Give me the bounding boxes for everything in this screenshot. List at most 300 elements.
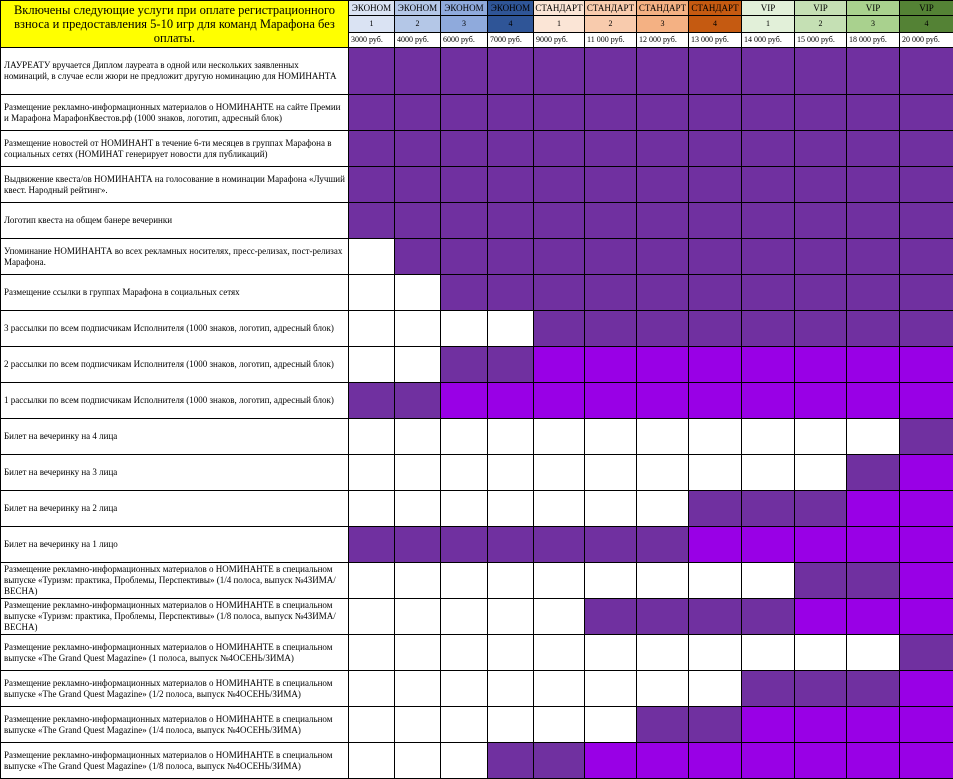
service-cell-tier-2 [395,635,441,671]
service-cell-tier-9 [742,635,795,671]
service-cell-tier-2 [395,203,441,239]
tier-number-4: 4 [488,16,534,32]
service-cell-tier-7 [637,743,689,779]
service-cell-tier-5 [534,383,585,419]
tier-price-11: 18 000 руб. [847,32,900,47]
service-cell-tier-3 [441,131,488,167]
service-cell-tier-3 [441,419,488,455]
service-cell-tier-3 [441,455,488,491]
service-cell-tier-1 [349,131,395,167]
service-cell-tier-7 [637,48,689,95]
service-label: Упоминание НОМИНАНТА во всех рекламных носителях, пресс-релизах, пост-релизах Марафона. [1,239,349,275]
service-cell-tier-11 [847,239,900,275]
service-cell-tier-12 [900,455,953,491]
service-cell-tier-9 [742,167,795,203]
service-cell-tier-9 [742,95,795,131]
service-cell-tier-11 [847,671,900,707]
service-row [1,707,953,743]
service-cell-tier-3 [441,48,488,95]
service-cell-tier-2 [395,491,441,527]
service-cell-tier-4 [488,311,534,347]
service-cell-tier-6 [585,455,637,491]
service-cell-tier-9 [742,347,795,383]
service-cell-tier-6 [585,275,637,311]
service-cell-tier-1 [349,239,395,275]
service-label: Размещение рекламно-информационных материалов о НОМИНАНТЕ в специальном выпуске «The Grand Quest Magazine» (1/2 полоса, выпуск №4ОСЕНЬ/ЗИМА) [1,671,349,707]
service-cell-tier-11 [847,167,900,203]
service-cell-tier-2 [395,311,441,347]
tier-price-6: 11 000 руб. [585,32,637,47]
service-cell-tier-5 [534,491,585,527]
service-cell-tier-2 [395,419,441,455]
service-cell-tier-1 [349,383,395,419]
tier-price-12: 20 000 руб. [900,32,953,47]
service-cell-tier-8 [689,599,742,635]
service-cell-tier-2 [395,95,441,131]
service-cell-tier-4 [488,491,534,527]
tier-price-1: 3000 руб. [349,32,395,47]
service-cell-tier-10 [795,311,847,347]
service-cell-tier-2 [395,527,441,563]
service-cell-tier-6 [585,239,637,275]
service-cell-tier-10 [795,599,847,635]
service-cell-tier-5 [534,48,585,95]
service-label: 2 рассылки по всем подписчикам Исполнителя (1000 знаков, логотип, адресный блок) [1,347,349,383]
service-cell-tier-1 [349,743,395,779]
tier-number-6: 2 [585,16,637,32]
service-cell-tier-7 [637,275,689,311]
service-label: Выдвижение квеста/ов НОМИНАНТА на голосование в номинации Марафона «Лучший квест. Народный рейтинг». [1,167,349,203]
service-cell-tier-11 [847,455,900,491]
service-cell-tier-5 [534,95,585,131]
tier-number-7: 3 [637,16,689,32]
service-cell-tier-3 [441,275,488,311]
service-cell-tier-7 [637,563,689,599]
tier-number-9: 1 [742,16,795,32]
service-cell-tier-5 [534,527,585,563]
service-cell-tier-9 [742,203,795,239]
tier-number-8: 4 [689,16,742,32]
service-row [1,599,953,635]
tier-name-11: VIP [847,1,900,16]
service-cell-tier-12 [900,275,953,311]
service-cell-tier-6 [585,311,637,347]
service-cell-tier-10 [795,455,847,491]
service-cell-tier-4 [488,527,534,563]
service-cell-tier-3 [441,383,488,419]
service-cell-tier-11 [847,95,900,131]
service-label: Размещение рекламно-информационных материалов о НОМИНАНТЕ в специальном выпуске «Туризм: практика, Проблемы, Перспективы» (1/8 полоса, выпуск №4ЗИМА/ВЕСНА) [1,599,349,635]
service-cell-tier-6 [585,491,637,527]
service-cell-tier-11 [847,743,900,779]
service-cell-tier-10 [795,707,847,743]
service-cell-tier-6 [585,131,637,167]
page-title: Включены следующие услуги при оплате регистрационного взноса и предоставления 5-10 игр для команд Марафона без оплаты. [1,1,349,48]
service-cell-tier-5 [534,599,585,635]
tier-price-3: 6000 руб. [441,32,488,47]
tier-number-3: 3 [441,16,488,32]
service-cell-tier-1 [349,455,395,491]
service-cell-tier-8 [689,167,742,203]
service-cell-tier-6 [585,419,637,455]
service-cell-tier-9 [742,419,795,455]
service-cell-tier-3 [441,527,488,563]
service-cell-tier-6 [585,563,637,599]
service-cell-tier-8 [689,203,742,239]
service-cell-tier-1 [349,527,395,563]
service-cell-tier-4 [488,203,534,239]
service-cell-tier-5 [534,131,585,167]
service-cell-tier-4 [488,635,534,671]
tier-name-4: ЭКОНОМ [488,1,534,16]
service-cell-tier-5 [534,311,585,347]
service-cell-tier-11 [847,491,900,527]
service-cell-tier-2 [395,131,441,167]
service-cell-tier-6 [585,347,637,383]
service-cell-tier-4 [488,275,534,311]
service-cell-tier-1 [349,275,395,311]
service-label: Размещение ссылки в группах Марафона в социальных сетях [1,275,349,311]
service-cell-tier-10 [795,563,847,599]
service-cell-tier-4 [488,95,534,131]
service-cell-tier-11 [847,48,900,95]
service-label: Размещение рекламно-информационных материалов о НОМИНАНТЕ на сайте Премии и Марафона МарафонКвестов.рф (1000 знаков, логотип, адресный блок) [1,95,349,131]
service-row [1,563,953,599]
service-label: ЛАУРЕАТУ вручается Диплом лауреата в одной или нескольких заявленных номинаций, в случае если жюри не предложит другую номинацию для НОМИНАНТА [1,48,349,95]
tier-price-2: 4000 руб. [395,32,441,47]
service-cell-tier-9 [742,275,795,311]
service-cell-tier-3 [441,311,488,347]
service-cell-tier-1 [349,48,395,95]
service-cell-tier-10 [795,239,847,275]
service-label: Билет на вечеринку на 1 лицо [1,527,349,563]
service-cell-tier-2 [395,239,441,275]
tier-name-5: СТАНДАРТ [534,1,585,16]
service-cell-tier-9 [742,455,795,491]
service-cell-tier-12 [900,707,953,743]
service-cell-tier-7 [637,599,689,635]
service-cell-tier-8 [689,563,742,599]
service-cell-tier-12 [900,239,953,275]
service-cell-tier-5 [534,455,585,491]
service-cell-tier-1 [349,347,395,383]
service-cell-tier-5 [534,671,585,707]
service-cell-tier-3 [441,239,488,275]
service-cell-tier-6 [585,167,637,203]
service-label: 1 рассылки по всем подписчикам Исполнителя (1000 знаков, логотип, адресный блок) [1,383,349,419]
service-row [1,743,953,779]
service-cell-tier-4 [488,347,534,383]
service-row [1,167,953,203]
tier-price-7: 12 000 руб. [637,32,689,47]
service-cell-tier-10 [795,419,847,455]
service-cell-tier-7 [637,671,689,707]
service-cell-tier-8 [689,48,742,95]
service-cell-tier-3 [441,167,488,203]
service-cell-tier-5 [534,203,585,239]
tier-number-10: 2 [795,16,847,32]
service-cell-tier-7 [637,131,689,167]
service-cell-tier-12 [900,635,953,671]
service-cell-tier-4 [488,599,534,635]
service-cell-tier-1 [349,671,395,707]
service-cell-tier-5 [534,563,585,599]
service-cell-tier-10 [795,383,847,419]
service-row [1,419,953,455]
tier-price-10: 15 000 руб. [795,32,847,47]
service-cell-tier-9 [742,131,795,167]
service-cell-tier-9 [742,239,795,275]
service-cell-tier-1 [349,635,395,671]
header-row-tier-names [1,1,953,16]
service-cell-tier-3 [441,563,488,599]
service-cell-tier-3 [441,635,488,671]
service-cell-tier-7 [637,635,689,671]
service-cell-tier-2 [395,455,441,491]
service-cell-tier-4 [488,743,534,779]
service-cell-tier-1 [349,599,395,635]
service-cell-tier-6 [585,95,637,131]
service-cell-tier-7 [637,455,689,491]
service-cell-tier-11 [847,563,900,599]
service-cell-tier-7 [637,383,689,419]
tier-number-11: 3 [847,16,900,32]
tier-number-2: 2 [395,16,441,32]
tier-price-8: 13 000 руб. [689,32,742,47]
service-label: 3 рассылки по всем подписчикам Исполнителя (1000 знаков, логотип, адресный блок) [1,311,349,347]
service-cell-tier-1 [349,563,395,599]
tier-name-12: VIP [900,1,953,16]
service-cell-tier-6 [585,203,637,239]
tier-price-5: 9000 руб. [534,32,585,47]
service-cell-tier-12 [900,383,953,419]
service-cell-tier-1 [349,167,395,203]
service-cell-tier-1 [349,419,395,455]
service-cell-tier-12 [900,491,953,527]
service-cell-tier-4 [488,131,534,167]
service-cell-tier-11 [847,203,900,239]
service-cell-tier-8 [689,455,742,491]
service-cell-tier-12 [900,347,953,383]
service-cell-tier-2 [395,347,441,383]
service-cell-tier-6 [585,743,637,779]
service-cell-tier-3 [441,347,488,383]
service-row [1,491,953,527]
service-cell-tier-7 [637,239,689,275]
service-cell-tier-4 [488,239,534,275]
service-row [1,383,953,419]
service-label: Билет на вечеринку на 2 лица [1,491,349,527]
service-row [1,455,953,491]
service-cell-tier-10 [795,203,847,239]
service-cell-tier-8 [689,635,742,671]
service-row [1,527,953,563]
service-cell-tier-8 [689,275,742,311]
service-cell-tier-7 [637,527,689,563]
service-cell-tier-2 [395,563,441,599]
service-cell-tier-3 [441,95,488,131]
tier-name-9: VIP [742,1,795,16]
service-row [1,671,953,707]
service-cell-tier-6 [585,635,637,671]
service-cell-tier-7 [637,491,689,527]
service-cell-tier-9 [742,563,795,599]
service-cell-tier-10 [795,167,847,203]
service-cell-tier-7 [637,203,689,239]
service-cell-tier-3 [441,491,488,527]
service-row [1,347,953,383]
tier-number-1: 1 [349,16,395,32]
tier-name-3: ЭКОНОМ [441,1,488,16]
service-cell-tier-6 [585,599,637,635]
service-cell-tier-4 [488,167,534,203]
service-cell-tier-12 [900,743,953,779]
service-row [1,239,953,275]
service-row [1,131,953,167]
service-cell-tier-6 [585,48,637,95]
service-cell-tier-10 [795,671,847,707]
service-cell-tier-10 [795,491,847,527]
tier-name-2: ЭКОНОМ [395,1,441,16]
service-cell-tier-12 [900,95,953,131]
service-cell-tier-7 [637,167,689,203]
service-cell-tier-10 [795,48,847,95]
tier-number-5: 1 [534,16,585,32]
service-row [1,95,953,131]
service-cell-tier-11 [847,635,900,671]
service-cell-tier-5 [534,239,585,275]
service-label: Билет на вечеринку на 4 лица [1,419,349,455]
service-label: Размещение рекламно-информационных материалов о НОМИНАНТЕ в специальном выпуске «Туризм: практика, Проблемы, Перспективы» (1/4 полоса, выпуск №4ЗИМА/ВЕСНА) [1,563,349,599]
tier-number-12: 4 [900,16,953,32]
service-cell-tier-7 [637,347,689,383]
service-cell-tier-9 [742,491,795,527]
service-row [1,275,953,311]
service-cell-tier-6 [585,383,637,419]
service-cell-tier-8 [689,743,742,779]
service-row [1,635,953,671]
service-cell-tier-7 [637,707,689,743]
service-cell-tier-11 [847,419,900,455]
service-cell-tier-1 [349,311,395,347]
service-cell-tier-8 [689,707,742,743]
service-cell-tier-5 [534,275,585,311]
service-cell-tier-4 [488,383,534,419]
service-cell-tier-9 [742,671,795,707]
service-cell-tier-2 [395,743,441,779]
service-cell-tier-12 [900,167,953,203]
service-label: Размещение рекламно-информационных материалов о НОМИНАНТЕ в специальном выпуске «The Grand Quest Magazine» (1/4 полоса, выпуск №4ОСЕНЬ/ЗИМА) [1,707,349,743]
service-cell-tier-10 [795,635,847,671]
service-cell-tier-10 [795,95,847,131]
service-row [1,203,953,239]
service-cell-tier-12 [900,419,953,455]
service-cell-tier-10 [795,347,847,383]
service-label: Логотип квеста на общем банере вечеринки [1,203,349,239]
service-cell-tier-8 [689,311,742,347]
service-cell-tier-6 [585,527,637,563]
service-cell-tier-4 [488,419,534,455]
service-cell-tier-8 [689,347,742,383]
service-cell-tier-7 [637,311,689,347]
service-row [1,48,953,95]
service-cell-tier-11 [847,707,900,743]
service-cell-tier-10 [795,527,847,563]
service-cell-tier-10 [795,131,847,167]
service-cell-tier-8 [689,527,742,563]
service-cell-tier-11 [847,527,900,563]
service-cell-tier-5 [534,635,585,671]
service-cell-tier-2 [395,275,441,311]
service-cell-tier-10 [795,743,847,779]
service-cell-tier-7 [637,95,689,131]
service-cell-tier-12 [900,599,953,635]
service-label: Размещение новостей от НОМИНАНТ в течение 6-ти месяцев в группах Марафона в социальных сетях (НОМИНАТ генерирует новости для публикаций) [1,131,349,167]
service-cell-tier-3 [441,707,488,743]
service-row [1,311,953,347]
service-cell-tier-3 [441,599,488,635]
service-cell-tier-8 [689,131,742,167]
service-label: Размещение рекламно-информационных материалов о НОМИНАНТЕ в специальном выпуске «The Grand Quest Magazine» (1 полоса, выпуск №4ОСЕНЬ/ЗИМА) [1,635,349,671]
service-cell-tier-9 [742,527,795,563]
service-cell-tier-4 [488,48,534,95]
service-cell-tier-8 [689,95,742,131]
service-cell-tier-12 [900,671,953,707]
service-cell-tier-5 [534,707,585,743]
service-cell-tier-4 [488,563,534,599]
service-cell-tier-11 [847,383,900,419]
service-cell-tier-12 [900,311,953,347]
service-cell-tier-9 [742,743,795,779]
tier-name-7: СТАНДАРТ [637,1,689,16]
service-cell-tier-11 [847,275,900,311]
service-cell-tier-8 [689,671,742,707]
service-cell-tier-1 [349,707,395,743]
service-cell-tier-10 [795,275,847,311]
service-label: Размещение рекламно-информационных материалов о НОМИНАНТЕ в специальном выпуске «The Grand Quest Magazine» (1/8 полоса, выпуск №4ОСЕНЬ/ЗИМА) [1,743,349,779]
service-cell-tier-2 [395,707,441,743]
service-cell-tier-9 [742,383,795,419]
service-cell-tier-12 [900,131,953,167]
service-cell-tier-2 [395,671,441,707]
service-cell-tier-9 [742,48,795,95]
service-cell-tier-1 [349,203,395,239]
service-cell-tier-4 [488,671,534,707]
service-label: Билет на вечеринку на 3 лица [1,455,349,491]
service-cell-tier-11 [847,347,900,383]
service-cell-tier-3 [441,203,488,239]
service-cell-tier-9 [742,311,795,347]
service-cell-tier-2 [395,383,441,419]
service-cell-tier-8 [689,383,742,419]
service-cell-tier-11 [847,311,900,347]
service-cell-tier-7 [637,419,689,455]
service-cell-tier-5 [534,167,585,203]
service-cell-tier-2 [395,167,441,203]
service-cell-tier-3 [441,743,488,779]
tier-price-4: 7000 руб. [488,32,534,47]
service-cell-tier-8 [689,419,742,455]
service-cell-tier-2 [395,48,441,95]
service-cell-tier-8 [689,239,742,275]
service-cell-tier-5 [534,743,585,779]
service-cell-tier-1 [349,491,395,527]
service-cell-tier-6 [585,671,637,707]
service-cell-tier-2 [395,599,441,635]
service-cell-tier-9 [742,599,795,635]
tier-name-10: VIP [795,1,847,16]
tier-name-8: СТАНДАРТ [689,1,742,16]
